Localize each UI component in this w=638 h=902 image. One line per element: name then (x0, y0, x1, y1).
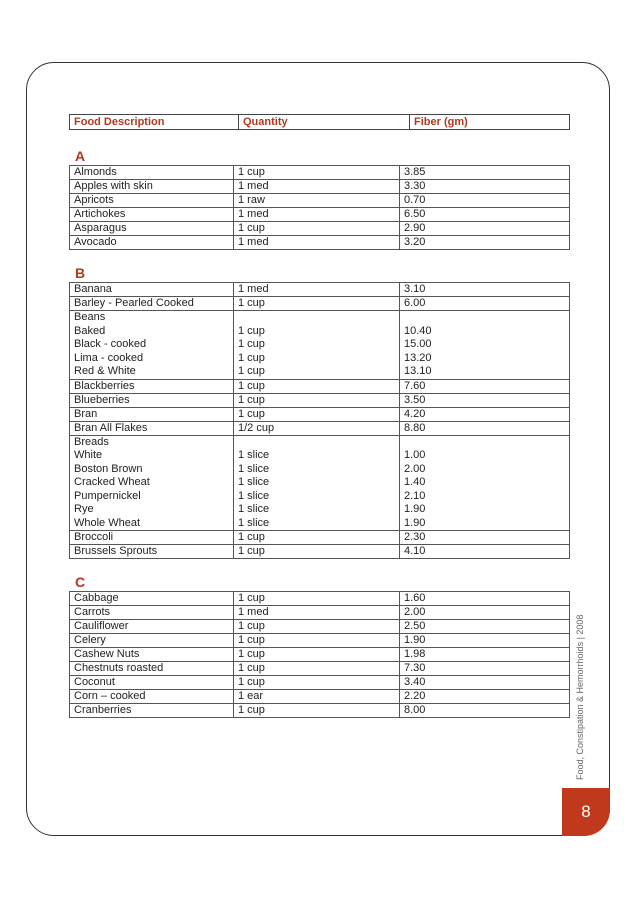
page-number-badge (562, 788, 610, 836)
food-label: Lima - cooked (74, 351, 144, 364)
quantity-value: 1 slice (238, 462, 270, 475)
fiber-cell: 3.85 (400, 166, 570, 180)
quantity-cell: 1 med (234, 606, 400, 620)
quantity-cell (234, 311, 400, 380)
quantity-cell: 1 cup (234, 379, 400, 393)
fiber-value: 1.90 (404, 503, 426, 515)
fiber-cell: 3.20 (400, 236, 570, 250)
table-row (70, 194, 570, 208)
food-cell: Coconut (70, 676, 234, 690)
food-cell: Bran All Flakes (70, 421, 234, 435)
food-cell: Broccoli (70, 531, 234, 545)
quantity-cell (234, 435, 400, 531)
page-number: 8 (581, 802, 591, 821)
table-row (70, 393, 570, 407)
table-row (70, 311, 570, 380)
section-table (69, 282, 570, 559)
food-cell: Chestnuts roasted (70, 662, 234, 676)
fiber-cell: 1.90 (400, 634, 570, 648)
fiber-cell: 0.70 (400, 194, 570, 208)
food-label: Rye (74, 503, 94, 515)
header-food-description: Food Description (70, 115, 239, 129)
sidebar-title: Food, Constipation & Hemorrhoids | 2008 (575, 614, 585, 780)
quantity-value: 1 cup (238, 338, 265, 350)
food-cell: Banana (70, 283, 234, 297)
quantity-value: 1 slice (238, 503, 270, 515)
food-cell: Corn – cooked (70, 690, 234, 704)
food-cell: Blueberries (70, 393, 234, 407)
table-row (70, 208, 570, 222)
food-cell: Barley - Pearled Cooked (70, 297, 234, 311)
fiber-cell: 6.00 (400, 297, 570, 311)
fiber-value: 1.00 (404, 449, 426, 461)
fiber-cell: 4.20 (400, 407, 570, 421)
table-row (70, 407, 570, 421)
fiber-value: 1.90 (404, 516, 426, 529)
food-label: Black - cooked (74, 338, 147, 350)
quantity-cell: 1 cup (234, 166, 400, 180)
table-row (70, 222, 570, 236)
quantity-cell: 1 cup (234, 676, 400, 690)
fiber-cell: 1.60 (400, 592, 570, 606)
food-cell: Celery (70, 634, 234, 648)
section-letter-b: B (75, 265, 86, 281)
quantity-cell: 1 ear (234, 690, 400, 704)
quantity-cell: 1 med (234, 283, 400, 297)
table-row (70, 634, 570, 648)
table-row (70, 283, 570, 297)
quantity-cell: 1 med (234, 180, 400, 194)
food-cell: Bran (70, 407, 234, 421)
fiber-cell: 3.40 (400, 676, 570, 690)
food-cell: Apricots (70, 194, 234, 208)
table-row (70, 545, 570, 559)
food-cell: Cabbage (70, 592, 234, 606)
fiber-value: 13.10 (404, 365, 432, 377)
table-row (70, 620, 570, 634)
table-row (70, 421, 570, 435)
quantity-value: 1 slice (238, 516, 270, 529)
food-label: White (74, 449, 103, 461)
fiber-cell: 8.80 (400, 421, 570, 435)
fiber-cell: 2.30 (400, 531, 570, 545)
food-cell: Apples with skin (70, 180, 234, 194)
fiber-cell: 2.00 (400, 606, 570, 620)
food-cell: Blackberries (70, 379, 234, 393)
quantity-cell: 1/2 cup (234, 421, 400, 435)
table-row (70, 236, 570, 250)
fiber-cell: 2.90 (400, 222, 570, 236)
fiber-cell: 3.50 (400, 393, 570, 407)
table-row (70, 592, 570, 606)
quantity-cell: 1 cup (234, 407, 400, 421)
group-label: Breads (74, 435, 109, 448)
section-table (69, 165, 570, 250)
table-row (70, 606, 570, 620)
table-header (69, 114, 570, 130)
quantity-value: 1 slice (238, 476, 270, 488)
fiber-value: 2.10 (404, 489, 426, 502)
food-cell: Asparagus (70, 222, 234, 236)
quantity-cell: 1 cup (234, 393, 400, 407)
fiber-cell (400, 311, 570, 380)
quantity-cell: 1 cup (234, 545, 400, 559)
food-cell: Avocado (70, 236, 234, 250)
fiber-cell: 7.30 (400, 662, 570, 676)
table-row (70, 435, 570, 531)
table-row (70, 704, 570, 718)
table-row (70, 662, 570, 676)
food-label: Cracked Wheat (74, 476, 150, 488)
food-cell (70, 435, 234, 531)
quantity-value: 1 slice (238, 449, 270, 461)
quantity-cell: 1 cup (234, 662, 400, 676)
food-label: Pumpernickel (74, 489, 141, 502)
quantity-value: 1 slice (238, 489, 270, 502)
fiber-cell: 3.10 (400, 283, 570, 297)
group-label: Beans (74, 311, 106, 323)
section-letter-a: A (75, 148, 86, 164)
food-cell: Brussels Sprouts (70, 545, 234, 559)
table-row (70, 180, 570, 194)
fiber-value: 15.00 (404, 338, 432, 350)
fiber-cell: 4.10 (400, 545, 570, 559)
fiber-value: 13.20 (404, 351, 432, 364)
fiber-cell: 3.30 (400, 180, 570, 194)
food-cell: Cashew Nuts (70, 648, 234, 662)
fiber-cell: 8.00 (400, 704, 570, 718)
fiber-table (69, 114, 570, 718)
table-row (70, 166, 570, 180)
food-cell: Cranberries (70, 704, 234, 718)
quantity-value: 1 cup (238, 351, 265, 364)
quantity-cell: 1 cup (234, 592, 400, 606)
header-quantity: Quantity (239, 115, 410, 129)
food-cell: Almonds (70, 166, 234, 180)
section-letter-c: C (75, 574, 86, 590)
fiber-value: 1.40 (404, 476, 426, 488)
food-cell (70, 311, 234, 380)
fiber-value: 10.40 (404, 324, 432, 337)
quantity-cell: 1 cup (234, 297, 400, 311)
header-fiber: Fiber (gm) (414, 116, 468, 128)
quantity-cell: 1 med (234, 208, 400, 222)
table-row (70, 531, 570, 545)
fiber-value: 2.00 (404, 462, 426, 475)
food-cell: Artichokes (70, 208, 234, 222)
quantity-value: 1 cup (238, 324, 265, 337)
food-cell: Carrots (70, 606, 234, 620)
quantity-value: 1 cup (238, 365, 265, 377)
fiber-cell: 1.98 (400, 648, 570, 662)
quantity-cell: 1 cup (234, 704, 400, 718)
fiber-cell: 6.50 (400, 208, 570, 222)
fiber-cell (400, 435, 570, 531)
fiber-cell: 7.60 (400, 379, 570, 393)
section-table (69, 591, 570, 718)
fiber-cell: 2.50 (400, 620, 570, 634)
table-row (70, 379, 570, 393)
food-label: Boston Brown (74, 462, 143, 475)
food-label: Baked (74, 324, 106, 337)
table-sections (69, 147, 570, 718)
table-row (70, 648, 570, 662)
quantity-cell: 1 cup (234, 531, 400, 545)
quantity-cell: 1 cup (234, 620, 400, 634)
quantity-cell: 1 cup (234, 222, 400, 236)
food-label: Whole Wheat (74, 516, 141, 529)
quantity-cell: 1 raw (234, 194, 400, 208)
table-row (70, 690, 570, 704)
quantity-cell: 1 med (234, 236, 400, 250)
food-label: Red & White (74, 365, 136, 377)
quantity-cell: 1 cup (234, 648, 400, 662)
food-cell: Cauliflower (70, 620, 234, 634)
quantity-cell: 1 cup (234, 634, 400, 648)
fiber-cell: 2.20 (400, 690, 570, 704)
table-row (70, 297, 570, 311)
table-row (70, 676, 570, 690)
